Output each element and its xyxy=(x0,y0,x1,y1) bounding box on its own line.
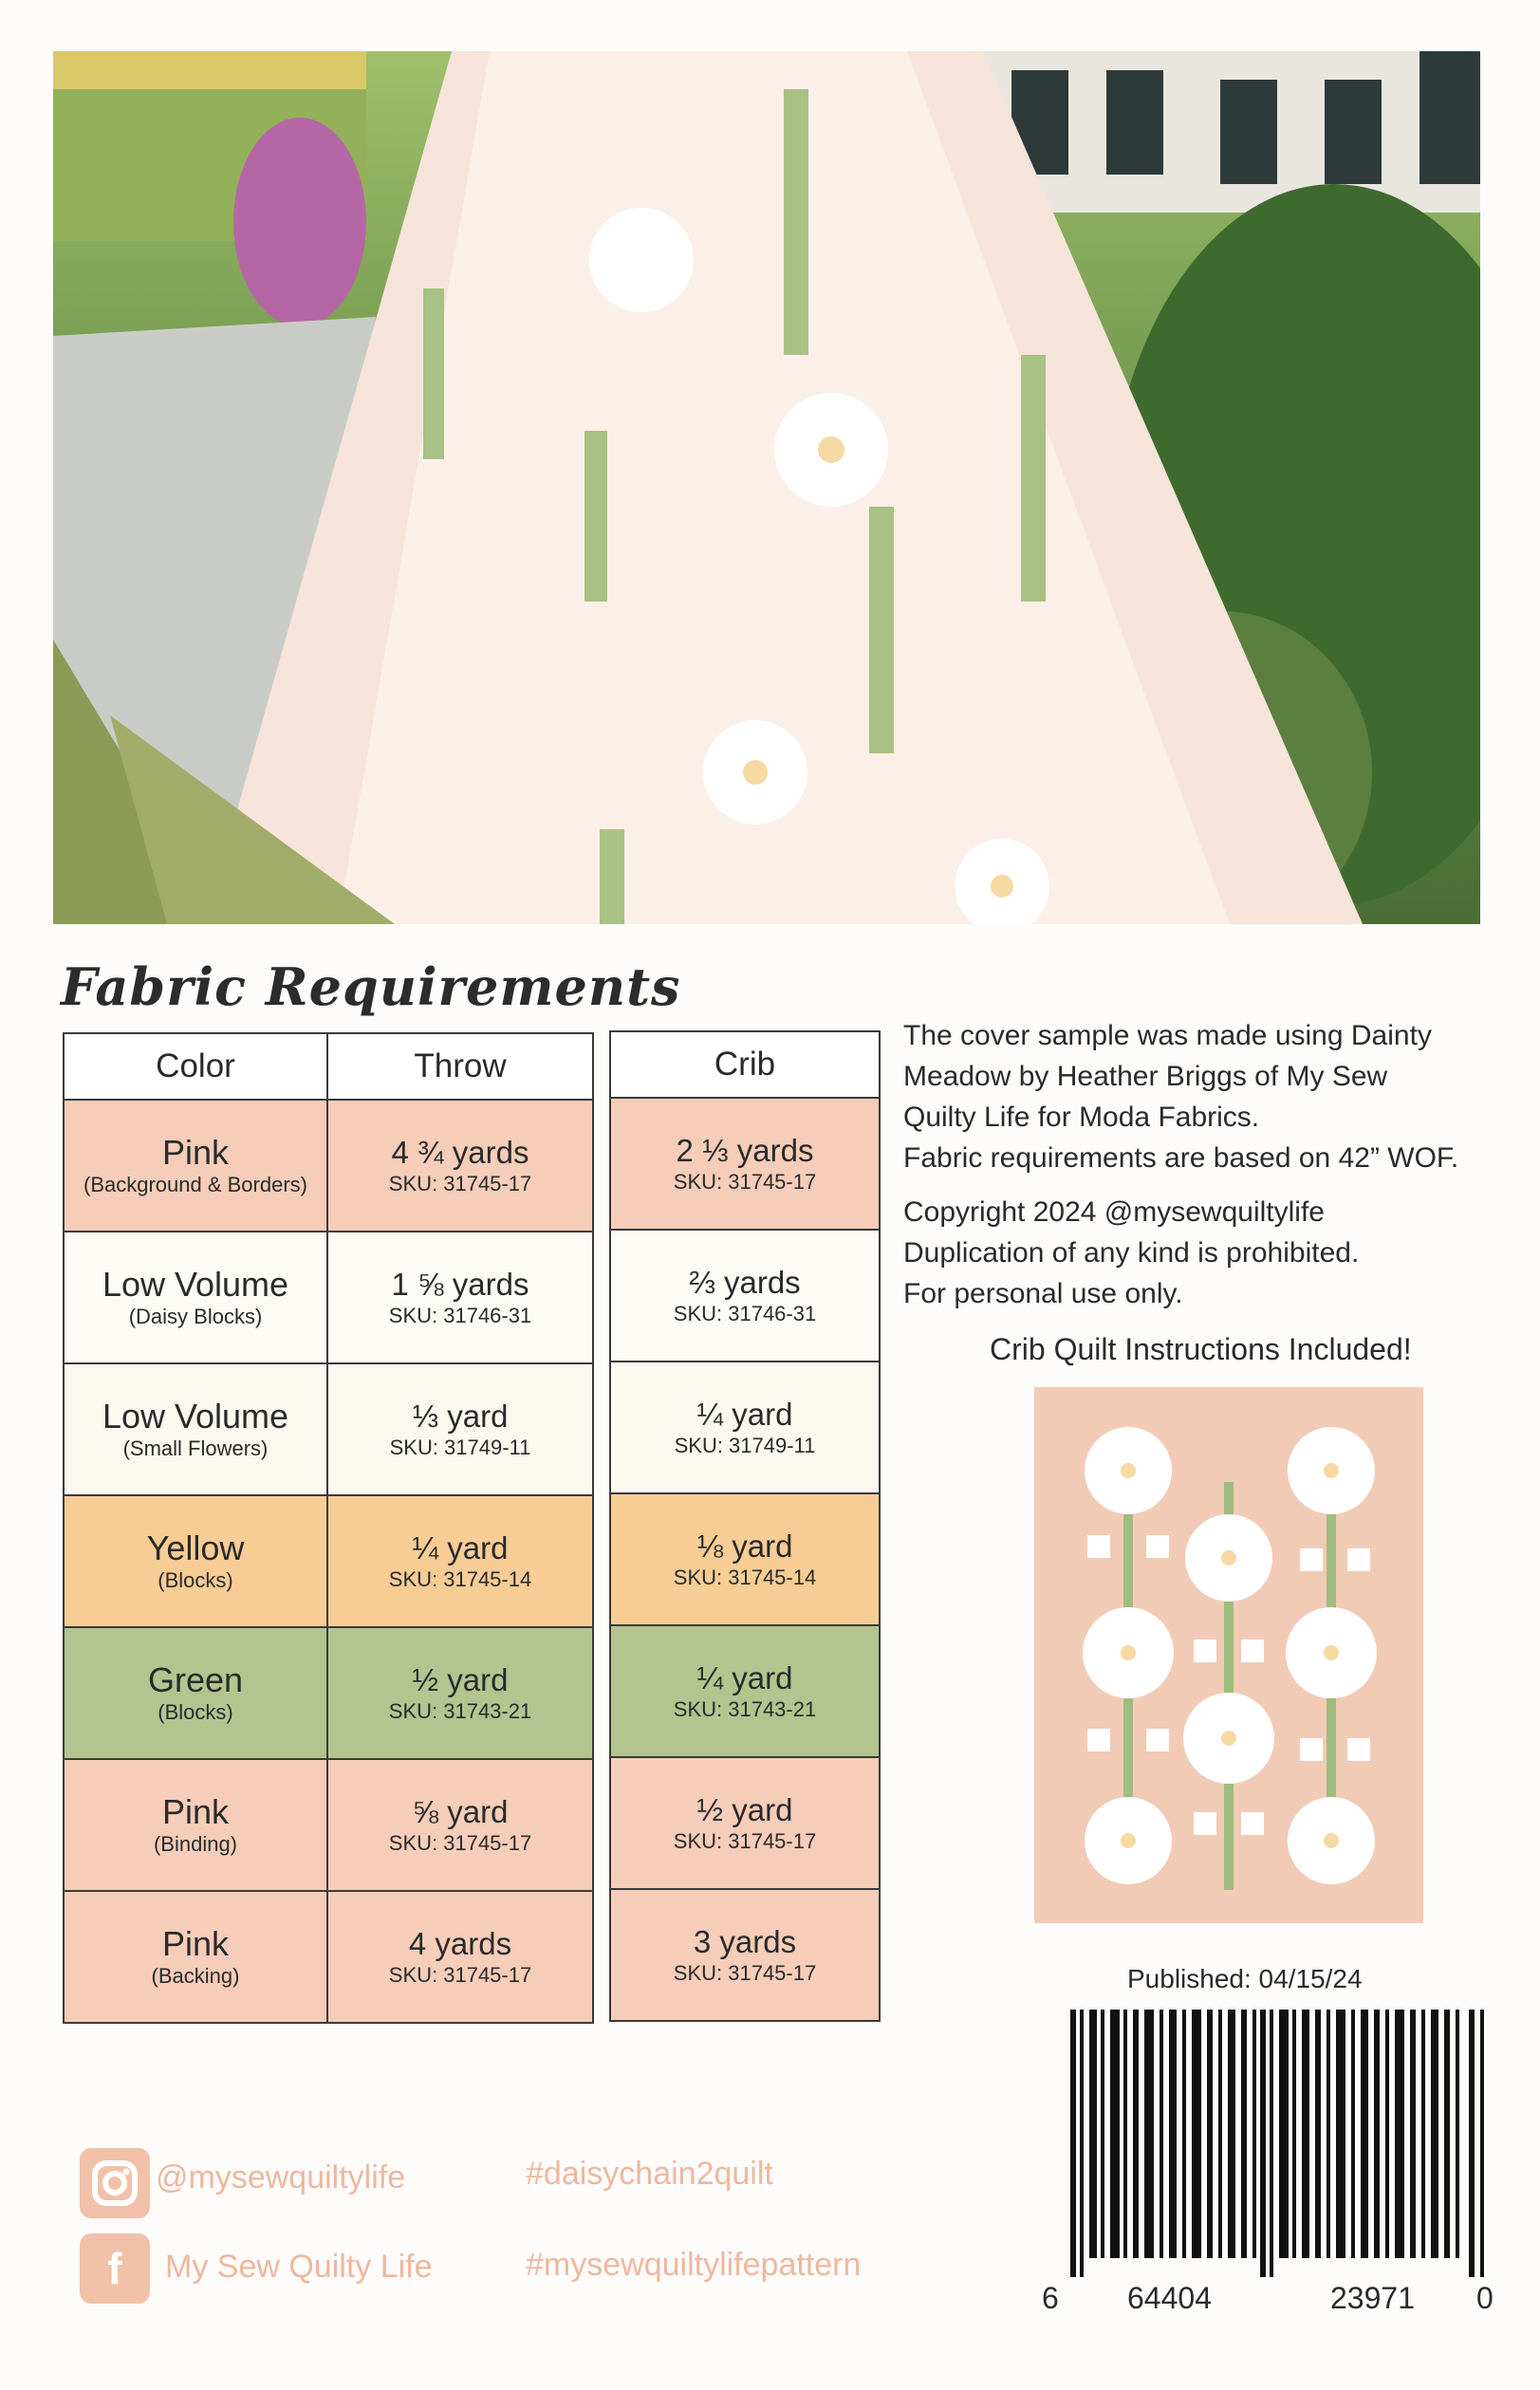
table-row xyxy=(610,1230,880,1362)
throw-cell xyxy=(327,1627,593,1759)
throw-sku: SKU: 31746-31 xyxy=(388,1303,532,1327)
crib-quilt-image xyxy=(1034,1387,1423,1923)
instagram-icon[interactable] xyxy=(80,2148,150,2218)
barcode-last-digit: 0 xyxy=(1476,2281,1494,2315)
info-line: Copyright 2024 @mysewquiltylife xyxy=(903,1196,1325,1228)
fabric-requirements-heading: Fabric Requirements xyxy=(61,956,681,1017)
cover-sample-note xyxy=(903,1015,1511,1178)
color-name: Yellow xyxy=(146,1528,245,1567)
barcode xyxy=(1070,2010,1488,2277)
throw-sku: SKU: 31745-17 xyxy=(388,1171,532,1195)
crib-cell xyxy=(610,1230,880,1362)
color-name: Green xyxy=(147,1659,244,1699)
table-row xyxy=(64,1232,593,1363)
color-cell xyxy=(64,1363,327,1495)
throw-cell xyxy=(327,1100,593,1232)
hashtag-mysewquiltylife[interactable]: #mysewquiltylifepattern xyxy=(526,2247,862,2283)
table-row xyxy=(64,1495,593,1627)
instagram-handle[interactable]: @mysewquiltylife xyxy=(156,2159,406,2195)
crib-yards: ⅛ yard xyxy=(696,1528,793,1564)
throw-sku: SKU: 31745-17 xyxy=(388,1962,532,1987)
crib-yards: ¼ yard xyxy=(696,1396,793,1432)
throw-yards: 1 ⅝ yards xyxy=(391,1266,529,1302)
throw-sku: SKU: 31743-21 xyxy=(388,1698,532,1723)
info-line: Meadow by Heather Briggs of My Sew xyxy=(903,1061,1388,1092)
color-name: Pink xyxy=(161,1791,230,1831)
throw-sku: SKU: 31749-11 xyxy=(389,1435,531,1459)
table-row xyxy=(610,1889,880,2021)
table-row xyxy=(610,1098,880,1230)
table-row xyxy=(64,1759,593,1891)
table-row xyxy=(64,1363,593,1495)
throw-yards: ⅓ yard xyxy=(412,1398,509,1434)
crib-yards: ⅔ yards xyxy=(689,1264,801,1300)
facebook-name[interactable]: My Sew Quilty Life xyxy=(165,2249,433,2285)
crib-table xyxy=(609,1030,881,2022)
color-name: Pink xyxy=(161,1923,230,1963)
table-row xyxy=(64,1627,593,1759)
throw-yards: ¼ yard xyxy=(412,1529,509,1566)
color-cell xyxy=(64,1100,327,1232)
fabric-table xyxy=(63,1032,594,2024)
table-row xyxy=(610,1493,880,1625)
color-sub: (Backing) xyxy=(151,1963,240,1988)
info-line: For personal use only. xyxy=(903,1278,1183,1309)
color-name: Pink xyxy=(161,1132,230,1172)
pattern-info xyxy=(903,1015,1511,1327)
throw-header: Throw xyxy=(327,1033,593,1100)
crib-cell xyxy=(610,1625,880,1757)
table-row xyxy=(64,1100,593,1232)
crib-sku: SKU: 31749-11 xyxy=(674,1433,816,1457)
crib-instructions-note: Crib Quilt Instructions Included! xyxy=(990,1332,1412,1366)
color-sub: (Binding) xyxy=(153,1831,238,1856)
crib-sku: SKU: 31745-17 xyxy=(673,1828,817,1853)
table-row xyxy=(64,1891,593,2023)
table-row xyxy=(610,1625,880,1757)
color-sub: (Blocks) xyxy=(158,1699,233,1724)
color-cell xyxy=(64,1232,327,1363)
copyright-note xyxy=(903,1192,1511,1314)
throw-yards: ½ yard xyxy=(412,1661,509,1697)
crib-quilt-graphic xyxy=(1034,1387,1423,1923)
barcode-right-digits: 23971 xyxy=(1330,2281,1415,2315)
quilt-photo-graphic xyxy=(53,51,1480,924)
color-sub: (Blocks) xyxy=(158,1567,233,1592)
crib-sku: SKU: 31745-14 xyxy=(673,1565,817,1589)
crib-cell xyxy=(610,1757,880,1889)
throw-cell xyxy=(327,1495,593,1627)
color-cell xyxy=(64,1759,327,1891)
crib-sku: SKU: 31745-17 xyxy=(673,1169,817,1194)
throw-cell xyxy=(327,1759,593,1891)
color-sub: (Background & Borders) xyxy=(83,1172,307,1196)
crib-sku: SKU: 31745-17 xyxy=(673,1960,817,1985)
table-row xyxy=(610,1362,880,1493)
color-sub: (Small Flowers) xyxy=(122,1436,269,1460)
throw-sku: SKU: 31745-17 xyxy=(388,1830,532,1855)
info-line: The cover sample was made using Dainty xyxy=(903,1020,1432,1051)
crib-yards: 2 ⅓ yards xyxy=(676,1132,814,1168)
crib-cell xyxy=(610,1493,880,1625)
info-line: Duplication of any kind is prohibited. xyxy=(903,1237,1360,1269)
crib-cell xyxy=(610,1098,880,1230)
throw-cell xyxy=(327,1891,593,2023)
color-cell xyxy=(64,1891,327,2023)
crib-header: Crib xyxy=(610,1031,880,1098)
throw-yards: ⅝ yard xyxy=(412,1793,509,1829)
crib-sku: SKU: 31746-31 xyxy=(673,1301,817,1325)
throw-yards: 4 ¾ yards xyxy=(391,1134,529,1170)
color-cell xyxy=(64,1627,327,1759)
info-line: Quilty Life for Moda Fabrics. xyxy=(903,1102,1260,1133)
barcode-left-digits: 64404 xyxy=(1127,2281,1212,2315)
throw-cell xyxy=(327,1363,593,1495)
crib-yards: ½ yard xyxy=(696,1791,793,1827)
crib-cell xyxy=(610,1889,880,2021)
crib-cell xyxy=(610,1362,880,1493)
info-line: Fabric requirements are based on 42” WOF. xyxy=(903,1142,1459,1174)
color-name: Low Volume xyxy=(102,1396,289,1436)
barcode-first-digit: 6 xyxy=(1042,2281,1059,2315)
crib-sku: SKU: 31743-21 xyxy=(673,1696,817,1721)
color-name: Low Volume xyxy=(102,1264,289,1304)
color-header: Color xyxy=(64,1033,327,1100)
throw-cell xyxy=(327,1232,593,1363)
throw-sku: SKU: 31745-14 xyxy=(388,1566,532,1591)
throw-yards: 4 yards xyxy=(408,1925,512,1961)
crib-yards: 3 yards xyxy=(693,1923,797,1959)
hashtag-daisychain[interactable]: #daisychain2quilt xyxy=(526,2156,773,2192)
color-sub: (Daisy Blocks) xyxy=(128,1304,263,1328)
color-cell xyxy=(64,1495,327,1627)
table-row xyxy=(610,1757,880,1889)
facebook-icon[interactable]: f xyxy=(80,2233,150,2304)
cover-photo xyxy=(53,51,1480,924)
published-date: Published: 04/15/24 xyxy=(1127,1964,1363,1993)
barcode-bars xyxy=(1070,2010,1488,2277)
crib-yards: ¼ yard xyxy=(696,1659,793,1695)
